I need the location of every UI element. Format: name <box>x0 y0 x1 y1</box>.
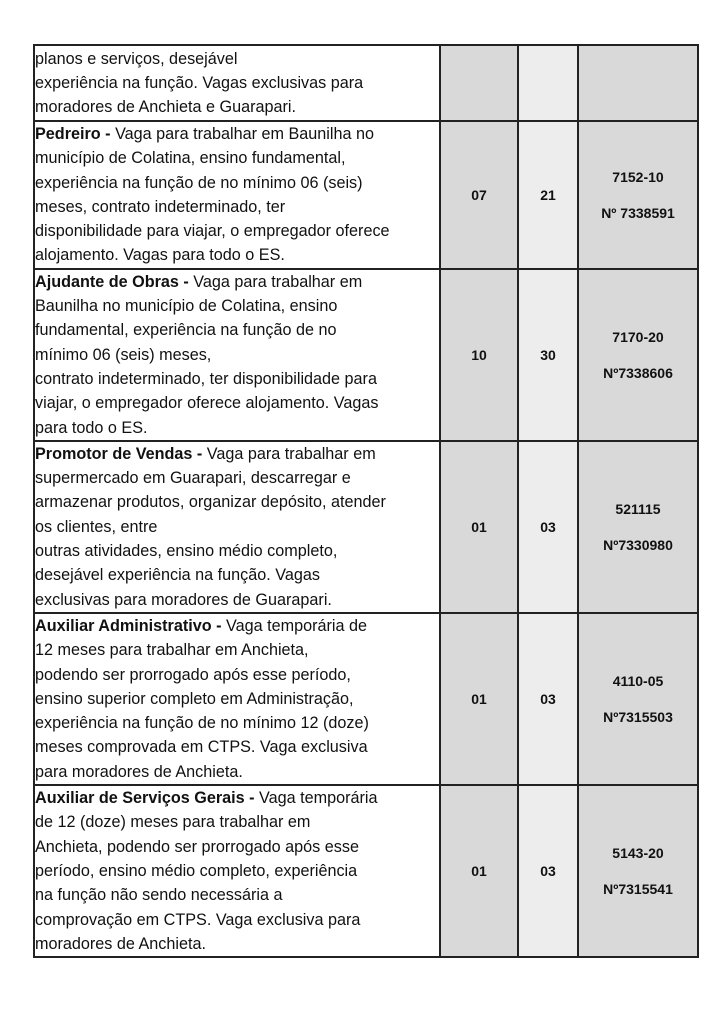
table-row <box>34 45 698 121</box>
job-description-cell <box>34 45 440 121</box>
job-description-text: Vaga para trabalhar em Baunilha no município de Colatina, ensino fundamental, experiência na função de no mínimo 06 (seis) meses, contrato indeterminado, ter disponibilidade para viajar, o empregador oferece alojamento. Vagas para todo o ES. <box>35 272 379 437</box>
candidates-count-cell: 03 <box>518 613 578 785</box>
cbo-code: 521115 <box>615 500 661 517</box>
candidates-count-cell <box>518 45 578 121</box>
candidates-count-cell: 21 <box>518 121 578 269</box>
job-description-cell <box>34 785 440 957</box>
vacancies-count-cell <box>440 45 518 121</box>
job-description-cell <box>34 441 440 613</box>
job-description-cell <box>34 613 440 785</box>
table-row <box>34 785 698 957</box>
vacancies-count-cell: 01 <box>440 613 518 785</box>
vacancy-number: Nº7338606 <box>603 364 673 381</box>
occupation-code-cell <box>578 613 698 785</box>
job-description-text: Vaga temporária de 12 meses para trabalhar em Anchieta, podendo ser prorrogado após esse período, ensino superior completo em Administração, experiência na função de no mínimo 12 (doze) meses comprovada em CTPS. Vaga exclusiva para moradores de Anchieta. <box>35 616 369 781</box>
job-description-text: Vaga para trabalhar em supermercado em Guarapari, descarregar e armazenar produtos, organizar depósito, atender os clientes, entre outras atividades, ensino médio completo, desejável experiência na função. Vagas exclusivas para moradores de Guarapari. <box>35 444 386 609</box>
job-description-cell <box>34 121 440 269</box>
vacancies-count-cell: 01 <box>440 441 518 613</box>
job-description-text: Vaga para trabalhar em Baunilha no município de Colatina, ensino fundamental, experiência na função de no mínimo 06 (seis) meses, contrato indeterminado, ter disponibilidade para viajar, o empregador oferece alojamento. Vagas para todo o ES. <box>35 125 390 265</box>
job-title: Auxiliar Administrativo - <box>35 616 222 635</box>
occupation-code-cell <box>578 441 698 613</box>
job-vacancies-table <box>33 44 699 958</box>
cbo-code: 7152-10 <box>612 168 664 185</box>
table-body <box>34 45 698 957</box>
vacancy-number: Nº7315503 <box>603 708 673 725</box>
candidates-count-cell: 03 <box>518 441 578 613</box>
vacancies-count-cell: 01 <box>440 785 518 957</box>
table-row <box>34 613 698 785</box>
cbo-code: 7170-20 <box>612 328 664 345</box>
job-title: Promotor de Vendas - <box>35 444 203 463</box>
table-row <box>34 121 698 269</box>
occupation-code-cell <box>578 785 698 957</box>
vacancy-number: Nº7315541 <box>603 881 673 898</box>
occupation-code-cell <box>578 45 698 121</box>
cbo-code: 4110-05 <box>612 672 664 689</box>
occupation-code-cell <box>578 269 698 441</box>
job-title: Pedreiro - <box>35 125 111 143</box>
job-description-cell <box>34 269 440 441</box>
vacancy-number: Nº7330980 <box>603 536 673 553</box>
vacancies-count-cell: 07 <box>440 121 518 269</box>
job-description-text: planos e serviços, desejável experiência na função. Vagas exclusivas para moradores de Anchieta e Guarapari. <box>35 49 364 117</box>
vacancy-number: Nº 7338591 <box>601 204 675 221</box>
occupation-code-cell <box>578 121 698 269</box>
candidates-count-cell: 30 <box>518 269 578 441</box>
cbo-code: 5143-20 <box>612 845 664 862</box>
table-row <box>34 269 698 441</box>
job-title: Auxiliar de Serviços Gerais - <box>35 789 255 808</box>
candidates-count-cell: 03 <box>518 785 578 957</box>
vacancies-count-cell: 10 <box>440 269 518 441</box>
job-description-text: Vaga temporária de 12 (doze) meses para trabalhar em Anchieta, podendo ser prorrogado após esse período, ensino médio completo, experiência na função não sendo necessária a comprovação em CTPS. Vaga exclusiva para moradores de Anchieta. <box>35 789 378 953</box>
job-title: Ajudante de Obras - <box>35 272 189 291</box>
table-row <box>34 441 698 613</box>
